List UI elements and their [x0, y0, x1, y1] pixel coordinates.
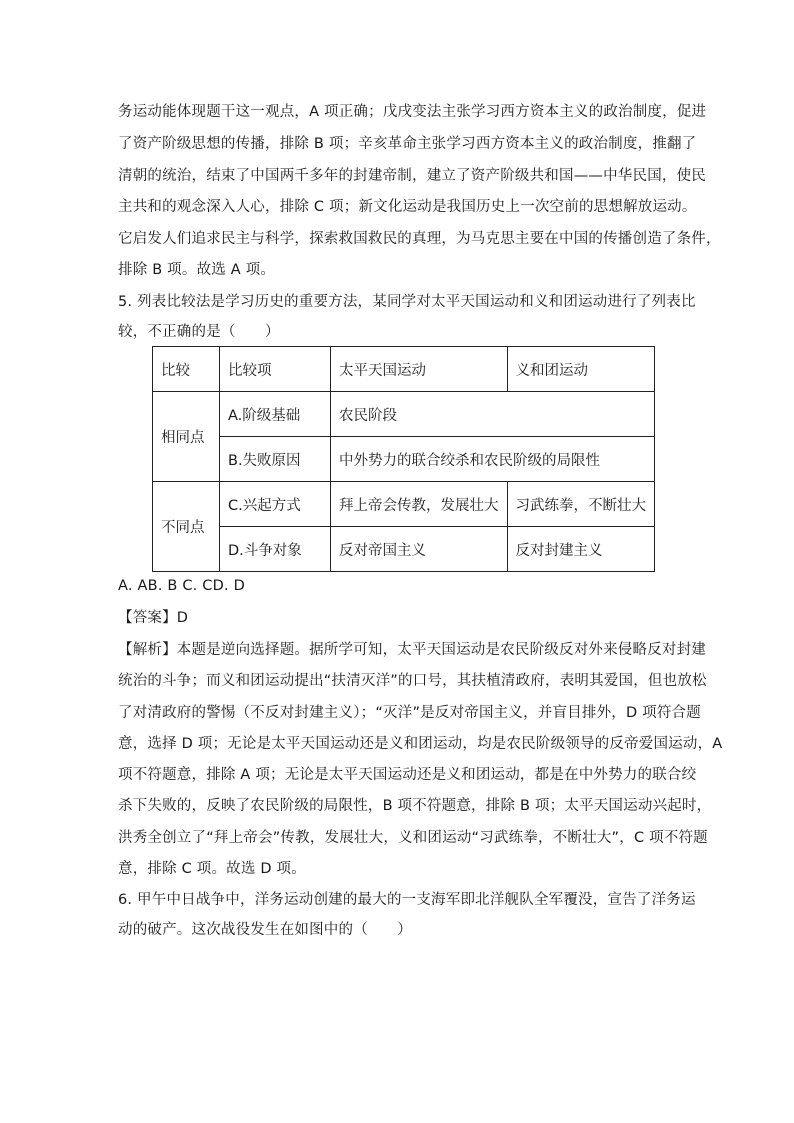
question-5-options: A. AB. B C. CD. D	[118, 578, 245, 594]
text-line: 清朝的统治，结束了中国两千多年的封建帝制，建立了资产阶级共和国——中华民国，使民	[118, 168, 706, 184]
analysis-line: 统治的斗争；而义和团运动提出“扶清灭洋”的口号，其扶植清政府，表明其爱国，但也放松	[118, 673, 707, 689]
table-row	[153, 527, 655, 572]
question-5-stem: 较，不正确的是（ ）	[118, 324, 280, 340]
analysis-line: 洪秀全创立了“拜上帝会”传教，发展壮大，义和团运动“习武练拳，不断壮大”，C 项不符题	[118, 830, 708, 846]
table-cell: B.失败原因	[220, 437, 331, 482]
table-cell: 农民阶段	[331, 392, 655, 437]
table-cell: C.兴起方式	[220, 482, 331, 527]
text-line: 了资产阶级思想的传播，排除 B 项；辛亥革命主张学习西方资本主义的政治制度，推翻了	[118, 136, 697, 152]
question-6-stem: 6. 甲午中日战争中，洋务运动创建的最大的一支海军即北洋舰队全军覆没，宣告了洋务运	[118, 892, 696, 908]
table-cell: A.阶级基础	[220, 392, 331, 437]
analysis-line: 意，排除 C 项。故选 D 项。	[118, 861, 306, 877]
table-header-cell: 太平天国运动	[331, 347, 508, 392]
table-cell: 中外势力的联合绞杀和农民阶级的局限性	[331, 437, 655, 482]
table-header-cell: 比较	[153, 347, 220, 392]
group-label-same: 相同点	[153, 392, 220, 482]
table-cell: 反对帝国主义	[331, 527, 508, 572]
text-line: 务运动能体现题干这一观点，A 项正确；戊戌变法主张学习西方资本主义的政治制度，促进	[118, 104, 707, 120]
table-row	[153, 347, 655, 392]
question-6-stem: 动的破产。这次战役发生在如图中的（ ）	[118, 922, 412, 938]
table-cell: 拜上帝会传教，发展壮大	[331, 482, 508, 527]
table-cell: 习武练拳，不断壮大	[507, 482, 655, 527]
comparison-table	[152, 346, 655, 572]
text-line: 主共和的观念深入人心，排除 C 项；新文化运动是我国历史上一次空前的思想解放运动。	[118, 199, 697, 215]
analysis-line: 杀下失败的，反映了农民阶级的局限性，B 项不符题意，排除 B 项；太平天国运动兴起时，	[118, 798, 712, 814]
analysis-line: 【解析】本题是逆向选择题。据所学可知，太平天国运动是农民阶级反对外来侵略反对封建	[118, 642, 706, 658]
table-header-cell: 义和团运动	[507, 347, 655, 392]
answer-label: 【答案】D	[118, 610, 189, 626]
group-label-diff: 不同点	[153, 482, 220, 572]
table-header-cell: 比较项	[220, 347, 331, 392]
question-5-stem: 5. 列表比较法是学习历史的重要方法，某同学对太平天国运动和义和团运动进行了列表比	[118, 294, 696, 310]
analysis-line: 意，选择 D 项；无论是太平天国运动还是义和团运动，均是农民阶级领导的反帝爱国运动，A	[118, 736, 723, 752]
analysis-line: 项不符题意，排除 A 项；无论是太平天国运动还是义和团运动，都是在中外势力的联合绞	[118, 767, 697, 783]
table-row	[153, 392, 655, 437]
table-row	[153, 482, 655, 527]
analysis-line: 了对清政府的警惕（不反对封建主义）；“灭洋”是反对帝国主义，并盲目排外，D 项符合题	[118, 705, 701, 721]
text-line: 排除 B 项。故选 A 项。	[118, 262, 276, 278]
table-cell: D.斗争对象	[220, 527, 331, 572]
table-cell: 反对封建主义	[507, 527, 655, 572]
table-row	[153, 437, 655, 482]
text-line: 它启发人们追求民主与科学，探索救国救民的真理，为马克思主要在中国的传播创造了条件，	[118, 231, 721, 247]
